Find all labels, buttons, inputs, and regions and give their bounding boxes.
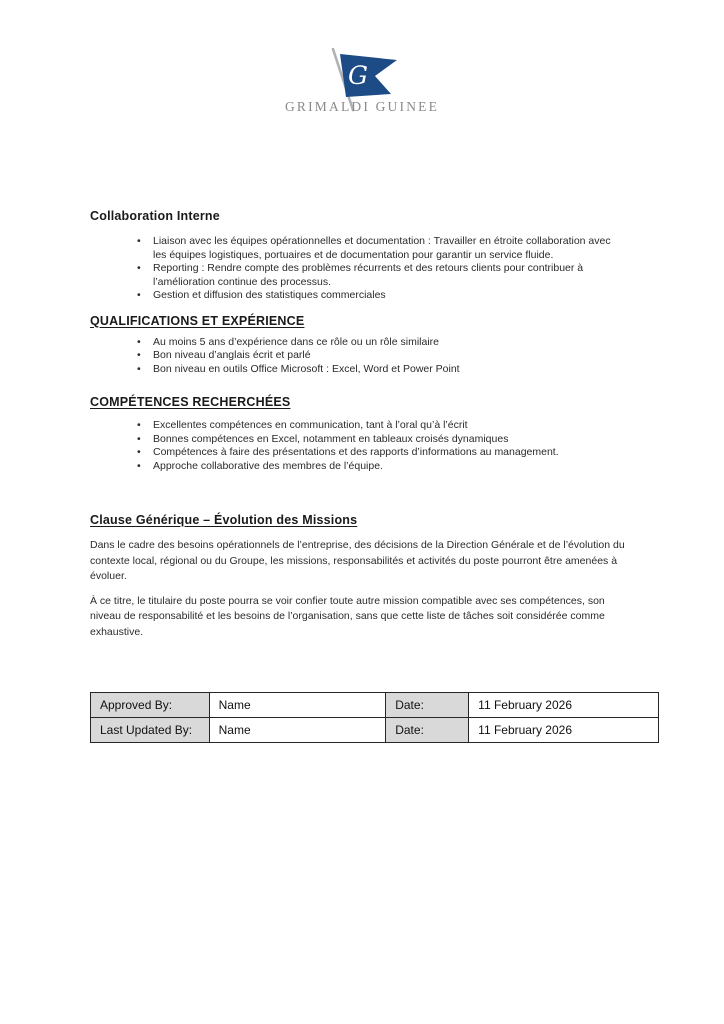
clause-paragraph: À ce titre, le titulaire du poste pourra se voir confier toute autre mission compatible avec ses compétences, son niveau de responsabilité et les besoins de l’organisation, sans que cette liste de tâches soit considérée comme exhaustive.: [90, 594, 605, 638]
bullet-item: • Bonnes compétences en Excel, notamment en tableaux croisés dynamiques: [90, 433, 658, 447]
last-updated-date-label: Date:: [386, 718, 469, 743]
heading-collaboration-interne: Collaboration Interne: [90, 209, 220, 223]
approval-table: [90, 692, 659, 743]
approved-by-label: Approved By:: [91, 693, 210, 718]
bullet-item: • Bon niveau en outils Office Microsoft : Excel, Word et Power Point: [90, 363, 658, 377]
qualifications-bullet-list: [90, 336, 658, 377]
last-updated-date-value: 11 February 2026: [469, 718, 659, 743]
bullet-item: • Reporting : Rendre compte des problèmes récurrents et des retours clients pour contribuer à l’amélioration continue des processus.: [90, 262, 658, 289]
approved-date-value: 11 February 2026: [469, 693, 659, 718]
company-logo: [0, 0, 724, 116]
document-body: [90, 209, 658, 743]
competences-bullet-list: [90, 419, 658, 473]
bullet-item: • Approche collaborative des membres de l’équipe.: [90, 460, 658, 474]
section-clause-generique: [90, 513, 658, 640]
approved-by-row: [91, 693, 659, 718]
heading-qualifications: QUALIFICATIONS ET EXPÉRIENCE: [90, 313, 305, 328]
bullet-item: • Gestion et diffusion des statistiques commerciales: [90, 289, 658, 303]
approved-by-name: Name: [209, 693, 386, 718]
bullet-item: • Compétences à faire des présentations et des rapports d’informations au management.: [90, 446, 658, 460]
last-updated-name: Name: [209, 718, 386, 743]
clause-paragraph: Dans le cadre des besoins opérationnels de l’entreprise, des décisions de la Direction Générale et de l’évolution du contexte local, régional ou du Groupe, les missions, responsabilités et activités du poste pourront être amenées à évoluer.: [90, 539, 625, 582]
last-updated-row: [91, 718, 659, 743]
heading-clause-generique: Clause Générique – Évolution des Missions: [90, 513, 358, 527]
brand-name: GRIMALDI GUINEE: [284, 99, 440, 114]
bullet-item: • Liaison avec les équipes opérationnelles et documentation : Travailler en étroite collaboration avec les équipes logistiques, portuaires et de documentation pour garantir un service fluide.: [90, 235, 658, 262]
heading-competences: COMPÉTENCES RECHERCHÉES: [90, 395, 291, 409]
flag-letter: G: [348, 61, 368, 90]
bullet-item: • Excellentes compétences en communication, tant à l’oral qu’à l’écrit: [90, 419, 658, 433]
approved-date-label: Date:: [386, 693, 469, 718]
collaboration-bullet-list: [90, 235, 658, 303]
last-updated-label: Last Updated By:: [91, 718, 210, 743]
section-qualifications: [90, 314, 658, 377]
section-collaboration-interne: [90, 209, 658, 303]
section-competences: [90, 395, 658, 473]
bullet-item: • Au moins 5 ans d’expérience dans ce rôle ou un rôle similaire: [90, 336, 658, 350]
bullet-item: • Bon niveau d’anglais écrit et parlé: [90, 349, 658, 363]
